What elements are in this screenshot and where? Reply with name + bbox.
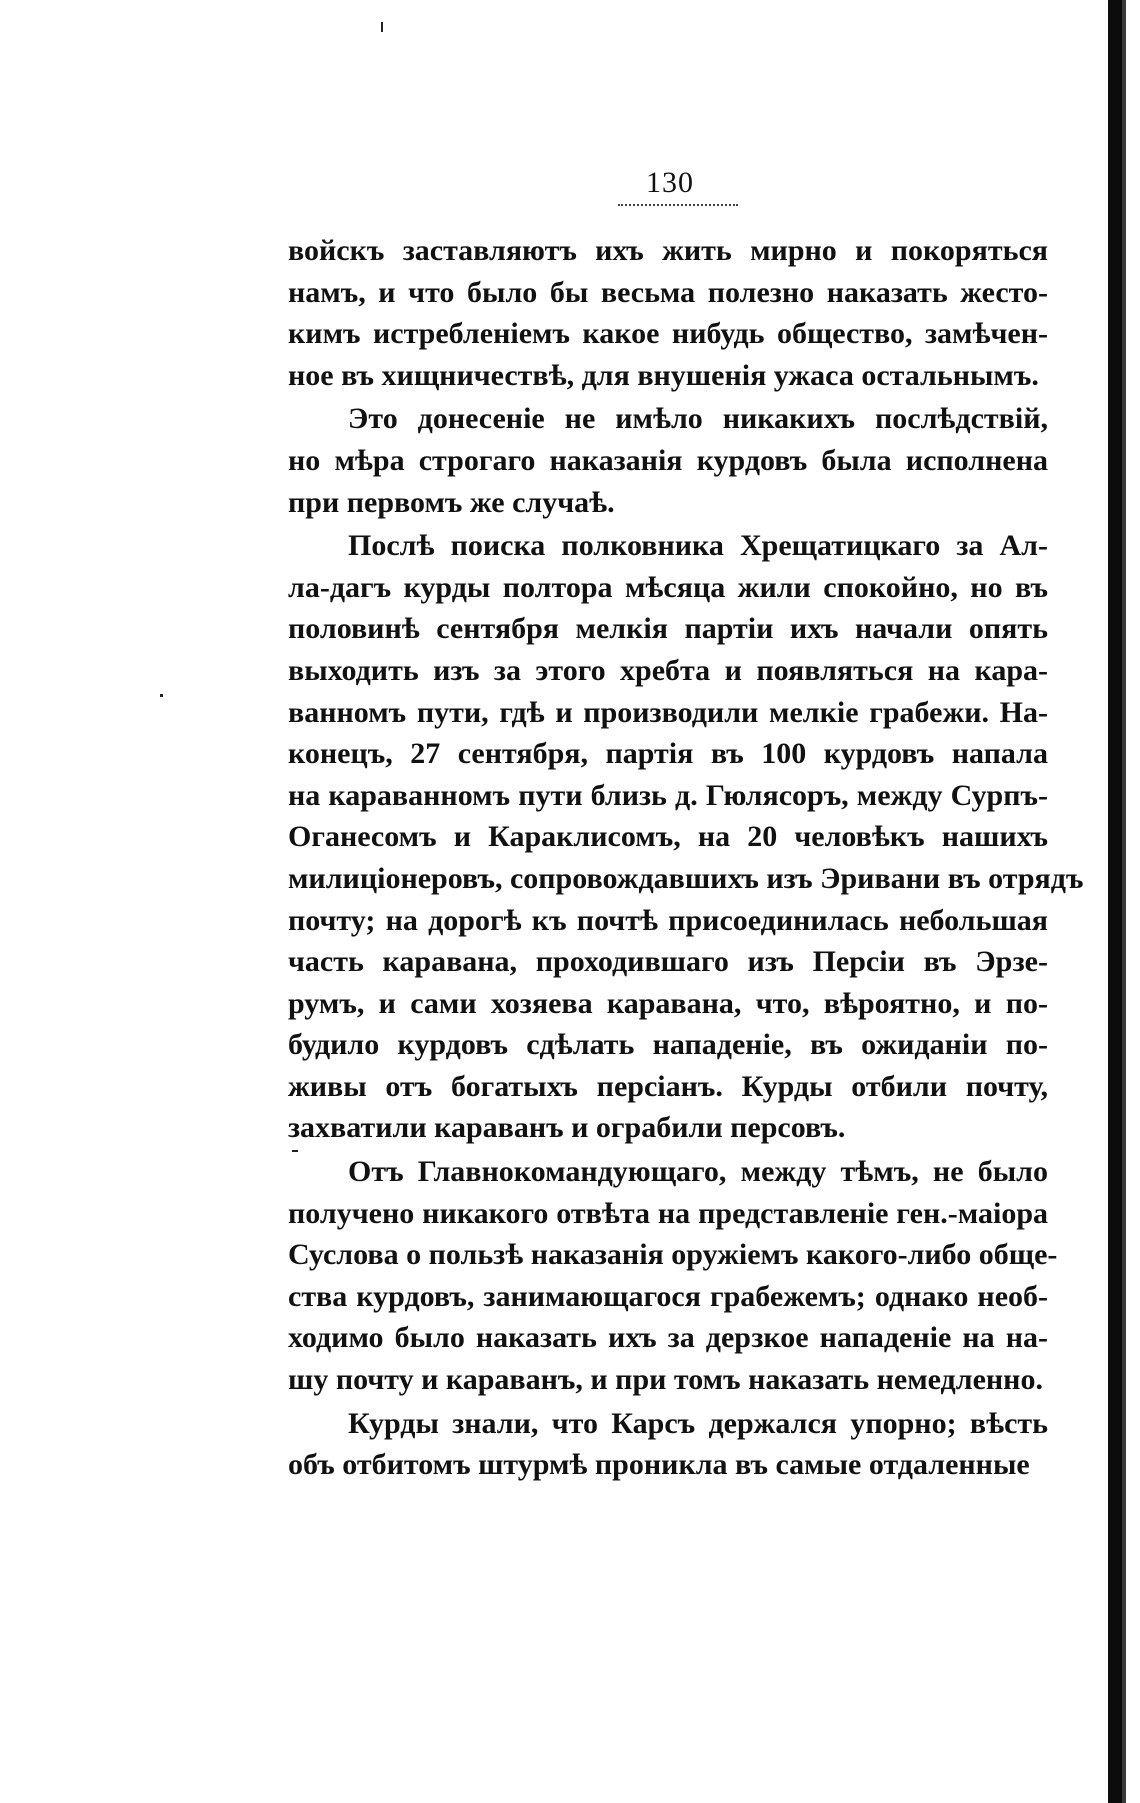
text-line: Курды знали, что Карсъ держался упорно; вѣсть [348,1406,1048,1440]
text-line: Послѣ поиска полковника Хрещатицкаго за Ал- [348,529,1048,563]
ink-speck [160,694,163,697]
text-line: но мѣра строгаго наказанія курдовъ была исполнена [288,443,1048,477]
text-line: получено никакого отвѣта на представленіе ген.-маіора [288,1196,1048,1230]
text-line: захватили караванъ и ограбили персовъ. [288,1111,846,1145]
body-text [288,230,1084,1486]
page-number: 130 [646,166,694,199]
text-line: почту; на дорогѣ къ почтѣ присоединилась небольшая [288,903,1048,937]
text-line: войскъ заставляютъ ихъ жить мирно и покоряться [288,234,1048,267]
text-line: будило курдовъ сдѣлать нападеніе, въ ожиданіи по- [288,1028,1048,1062]
text-line: выходить изъ за этого хребта и появляться на кара- [288,653,1048,687]
page-edge-shadow [1108,0,1122,1803]
text-line: живы отъ богатыхъ персіанъ. Курды отбили почту, [288,1069,1048,1103]
page-edge-shadow-inner [1122,0,1126,1803]
text-line: часть каравана, проходившаго изъ Персіи въ Эрзе- [288,945,1048,979]
text-line: шу почту и караванъ, и при томъ наказать немедленно. [288,1363,1043,1397]
text-line: Это донесеніе не имѣло никакихъ послѣдствій, [348,402,1048,436]
text-line: румъ, и сами хозяева каравана, что, вѣроятно, и по- [288,986,1048,1020]
text-line: ходимо было наказать ихъ за дерзкое нападеніе на на- [288,1321,1048,1355]
paragraph [288,230,1048,396]
text-line: на караванномъ пути близь д. Гюлясоръ, между Сурпъ- [288,778,1048,812]
paragraph [288,525,1084,1149]
text-line: ное въ хищничествѣ, для внушенія ужаса остальнымъ. [288,358,1039,392]
text-line: ства курдовъ, занимающагося грабежемъ; однако необ- [288,1279,1048,1313]
text-line: половинѣ сентября мелкія партіи ихъ начали опять [288,612,1048,646]
text-line: Суслова о пользѣ наказанія оружіемъ какого-либо обще- [288,1238,1058,1272]
text-line: при первомъ же случаѣ. [288,485,615,519]
paragraph [288,1151,1058,1401]
paragraph [288,1403,1048,1486]
paragraph [288,398,1048,523]
text-line: кимъ истребленіемъ какое нибудь общество, замѣчен- [288,317,1048,351]
text-line: конецъ, 27 сентября, партія въ 100 курдовъ напала [288,737,1048,771]
ink-speck [381,22,383,32]
page-number-rule [618,204,738,208]
text-line: объ отбитомъ штурмѣ проникла въ самые отдаленные [288,1448,1030,1482]
text-line: ванномъ пути, гдѣ и производили мелкіе грабежи. На- [288,695,1048,729]
text-line: милиціонеровъ, сопровождавшихъ изъ Эривани въ отрядъ [288,861,1084,895]
text-line: ла-дагъ курды полтора мѣсяца жили спокойно, но въ [288,570,1048,604]
text-line: Оганесомъ и Караклисомъ, на 20 человѣкъ нашихъ [288,820,1048,854]
text-line: намъ, и что было бы весьма полезно наказать жесто- [288,275,1048,309]
text-line: Отъ Главнокомандующаго, между тѣмъ, не было [348,1155,1048,1189]
